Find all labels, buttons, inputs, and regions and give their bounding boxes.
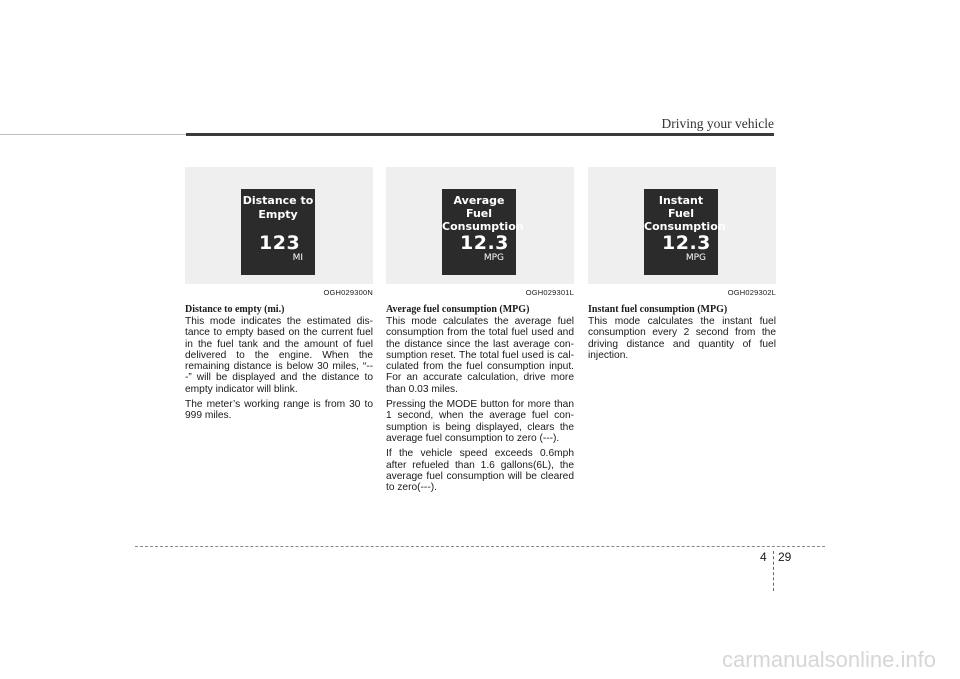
chapter-number: 4 <box>760 550 767 564</box>
display-unit: MI <box>292 253 303 263</box>
figure-panel <box>185 167 373 284</box>
paragraph: This mode indicates the estimated dis- tance to empty based on the current fuel in the fuel tank and the amount of fuel delivered to the engine. When the remaining distance is below 30 miles, “-- -” will be displayed and the distance to empty indicator will blink. <box>185 316 373 395</box>
image-code: OGH029301L <box>525 288 574 297</box>
page-number: 29 <box>778 550 792 564</box>
section-heading: Average fuel consumption (MPG) <box>386 304 530 315</box>
paragraph: Pressing the MODE button for more than 1 second, when the average fuel con- sumption is being displayed, clears the average fuel consumption to zero (---). <box>386 399 574 444</box>
image-code: OGH029302L <box>727 288 776 297</box>
watermark: carmanualsonline.info <box>721 647 936 672</box>
paragraph: The meter’s working range is from 30 to 999 miles. <box>185 399 373 422</box>
column-instant-fuel <box>588 167 776 365</box>
display-unit: MPG <box>685 253 706 263</box>
image-code: OGH029300N <box>323 288 373 297</box>
figure-panel <box>588 167 776 284</box>
section-heading: Instant fuel consumption (MPG) <box>588 304 728 315</box>
display-value: 12.3 <box>460 232 509 254</box>
section-heading: Distance to empty (mi.) <box>185 304 285 315</box>
display-line3: Consumption <box>442 220 524 233</box>
footer-rule <box>135 546 825 547</box>
display-line2: Empty <box>258 208 298 221</box>
display-line1: Instant <box>658 194 704 207</box>
cluster-display <box>644 189 726 275</box>
paragraph: If the vehicle speed exceeds 0.6mph after refueled than 1.6 gallons(6L), the average fuel consumption will be cleared to zero(---). <box>386 448 574 494</box>
page-separator <box>773 551 775 591</box>
display-line2: Fuel <box>667 207 695 220</box>
display-line2: Fuel <box>465 207 493 220</box>
header-thin-rule <box>0 134 186 135</box>
display-line1: Distance to <box>242 194 314 207</box>
display-line3: Consumption <box>644 220 726 233</box>
column-average-fuel <box>386 167 574 497</box>
cluster-display <box>241 189 315 275</box>
display-line1: Average <box>453 194 505 207</box>
figure-panel <box>386 167 574 284</box>
paragraph: This mode calculates the average fuel consumption from the total fuel used and the distance since the last average con- sumption reset. The total fuel used is cal- culated from the fuel consumption input. For an accurate calculation, drive more than 0.03 miles. <box>386 316 574 395</box>
header-rule <box>186 133 774 136</box>
display-value: 12.3 <box>662 232 711 254</box>
paragraph: This mode calculates the instant fuel consumption every 2 second from the driving distance and quantity of fuel injection. <box>588 316 776 361</box>
display-value: 123 <box>259 232 301 254</box>
section-title: Driving your vehicle <box>661 116 774 131</box>
column-distance-to-empty <box>185 167 373 426</box>
display-unit: MPG <box>483 253 504 263</box>
cluster-display <box>442 189 524 275</box>
